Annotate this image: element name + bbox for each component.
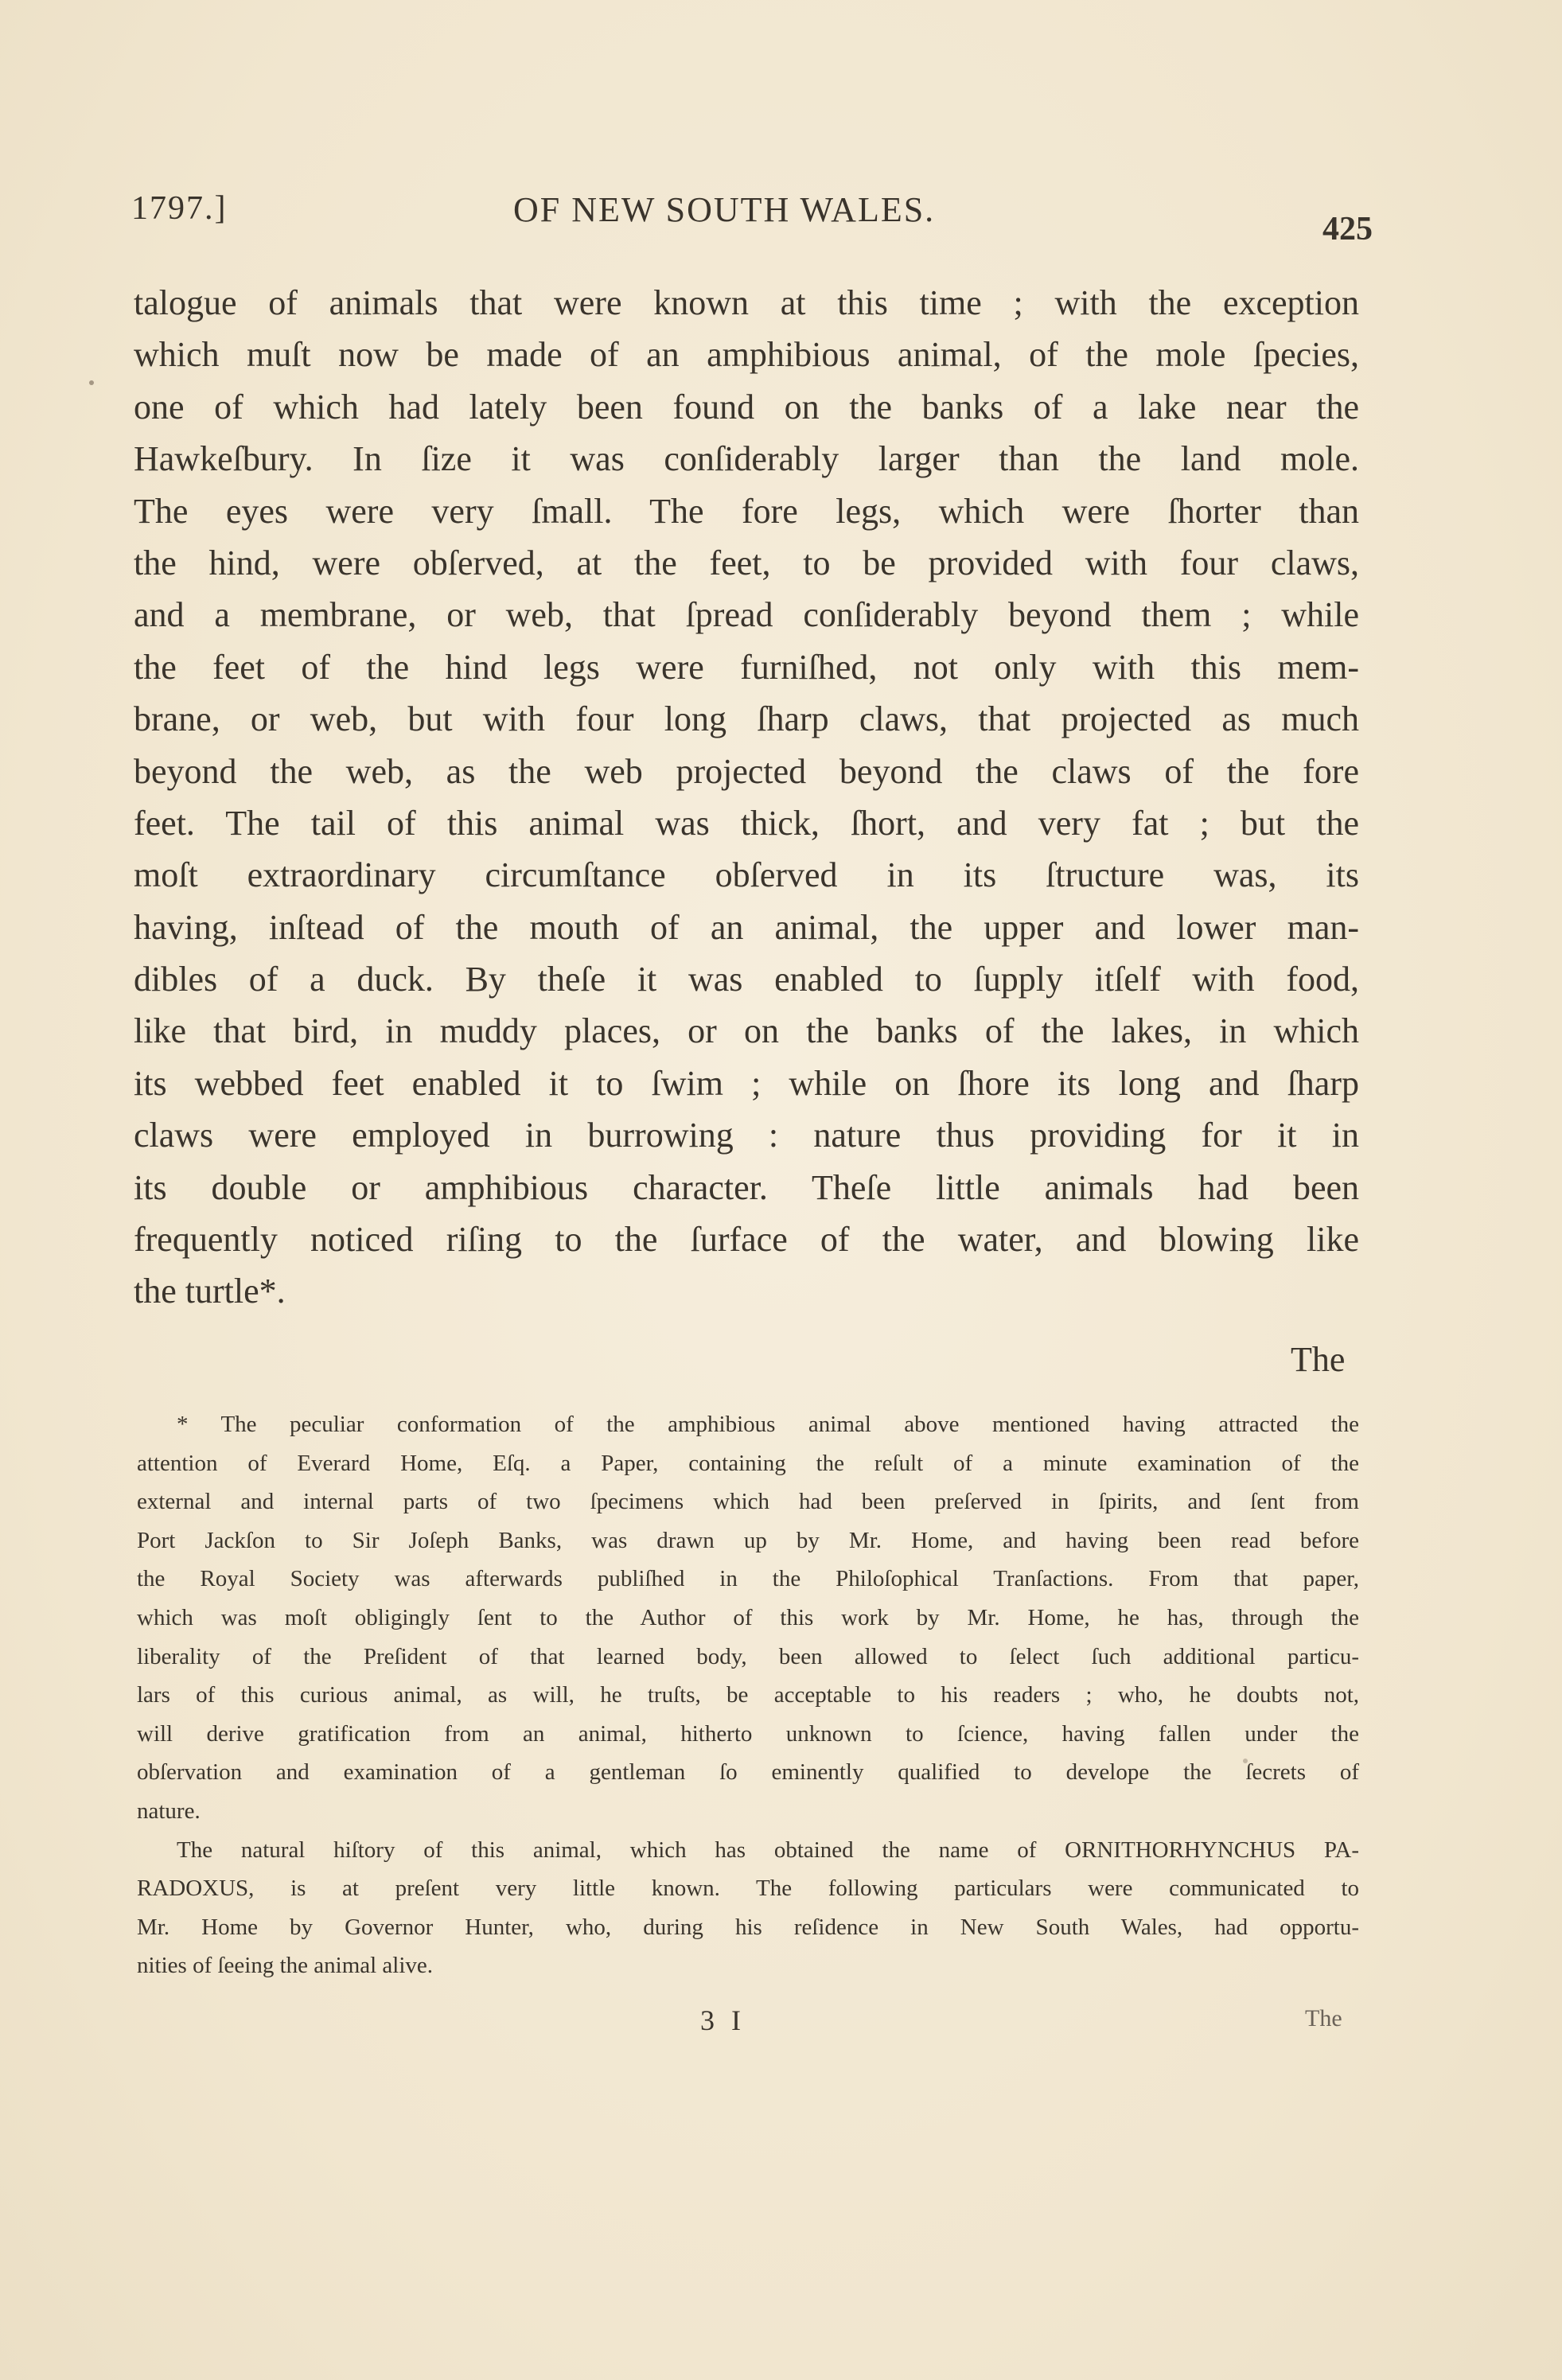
footnote-line: obſervation and examination of a gentleman ſo eminently qualified to develope the ſecrets of	[137, 1759, 1359, 1786]
ink-speck	[89, 380, 94, 385]
text-line: dibles of a duck. By theſe it was enabled to ſupply itſelf with food,	[134, 960, 1359, 999]
page-number: 425	[1322, 211, 1373, 247]
text-line: frequently noticed riſing to the ſurface of the water, and blowing like	[134, 1220, 1359, 1260]
text-line: Hawkeſbury. In ſize it was conſiderably larger than the land mole.	[134, 439, 1359, 479]
footnote-line: * The peculiar conformation of the amphibious animal above mentioned having attracted the	[177, 1412, 1359, 1437]
footnote-line: external and internal parts of two ſpecimens which had been preſerved in ſpirits, and ſent from	[137, 1489, 1359, 1515]
text-line: and a membrane, or web, that ſpread conſiderably beyond them ; while	[134, 595, 1359, 635]
text-line: the hind, were obſerved, at the feet, to be provided with four claws,	[134, 543, 1359, 582]
footnote-line: the Royal Society was afterwards publiſhed in the Philoſophical Tranſactions. From that paper,	[137, 1566, 1359, 1592]
footnote-line: will derive gratification from an animal, hitherto unknown to ſcience, having fallen under the	[137, 1720, 1359, 1747]
header-title: OF NEW SOUTH WALES.	[513, 190, 936, 229]
footnote-line: attention of Everard Home, Eſq. a Paper, containing the reſult of a minute examination of the	[137, 1450, 1359, 1476]
footnote-line: The natural hiſtory of this animal, which has obtained the name of ORNITHORHYNCHUS PA-	[177, 1837, 1359, 1863]
text-line: having, inſtead of the mouth of an animal, the upper and lower man-	[134, 907, 1359, 947]
footnote-catchword: The	[1305, 2005, 1342, 2031]
text-line: brane, or web, but with four long ſharp claws, that projected as much	[134, 699, 1359, 739]
footnote	[137, 1405, 1359, 1985]
text-line: one of which had lately been found on the banks of a lake near the	[134, 387, 1359, 427]
footnote-line: Mr. Home by Governor Hunter, who, during his reſidence in New South Wales, had opportu-	[137, 1914, 1359, 1940]
text-line: the turtle*.	[134, 1272, 286, 1311]
running-header	[131, 189, 1373, 253]
footnote-line: RADOXUS, is at preſent very little known. The following particulars were communicated to	[137, 1876, 1359, 1902]
text-line: talogue of animals that were known at this time ; with the exception	[134, 283, 1359, 322]
footnote-line: lars of this curious animal, as will, he truſts, be acceptable to his readers ; who, he doubts not,	[137, 1682, 1359, 1708]
footnote-line: which was moſt obligingly ſent to the Author of this work by Mr. Home, he has, through the	[137, 1604, 1359, 1630]
text-line: beyond the web, as the web projected beyond the claws of the fore	[134, 751, 1359, 791]
footnote-line: liberality of the Preſident of that learned body, been allowed to ſelect ſuch additional particu-	[137, 1643, 1359, 1669]
main-text	[134, 277, 1359, 1318]
catchword: The	[1291, 1340, 1346, 1379]
text-line: feet. The tail of this animal was thick, ſhort, and very fat ; but the	[134, 803, 1359, 843]
text-line: The eyes were very ſmall. The fore legs, which were ſhorter than	[134, 491, 1359, 531]
text-line: moſt extraordinary circumſtance obſerved in its ſtructure was, its	[134, 855, 1359, 895]
header-year: 1797.]	[131, 190, 228, 227]
signature-mark: 3 I	[700, 2004, 746, 2036]
text-line: its double or amphibious character. Theſe little animals had been	[134, 1167, 1359, 1207]
ink-speck	[1243, 1759, 1248, 1763]
text-line: its webbed feet enabled it to ſwim ; while on ſhore its long and ſharp	[134, 1063, 1359, 1103]
footnote-line: nities of ſeeing the animal alive.	[137, 1953, 434, 1979]
footnote-line: Port Jackſon to Sir Joſeph Banks, was drawn up by Mr. Home, and having been read before	[137, 1527, 1359, 1553]
text-line: which muſt now be made of an amphibious animal, of the mole ſpecies,	[134, 335, 1359, 375]
text-line: claws were employed in burrowing : nature thus providing for it in	[134, 1116, 1359, 1155]
text-line: like that bird, in muddy places, or on the banks of the lakes, in which	[134, 1011, 1359, 1051]
text-line: the feet of the hind legs were furniſhed, not only with this mem-	[134, 647, 1359, 687]
footnote-line: nature.	[137, 1798, 201, 1824]
